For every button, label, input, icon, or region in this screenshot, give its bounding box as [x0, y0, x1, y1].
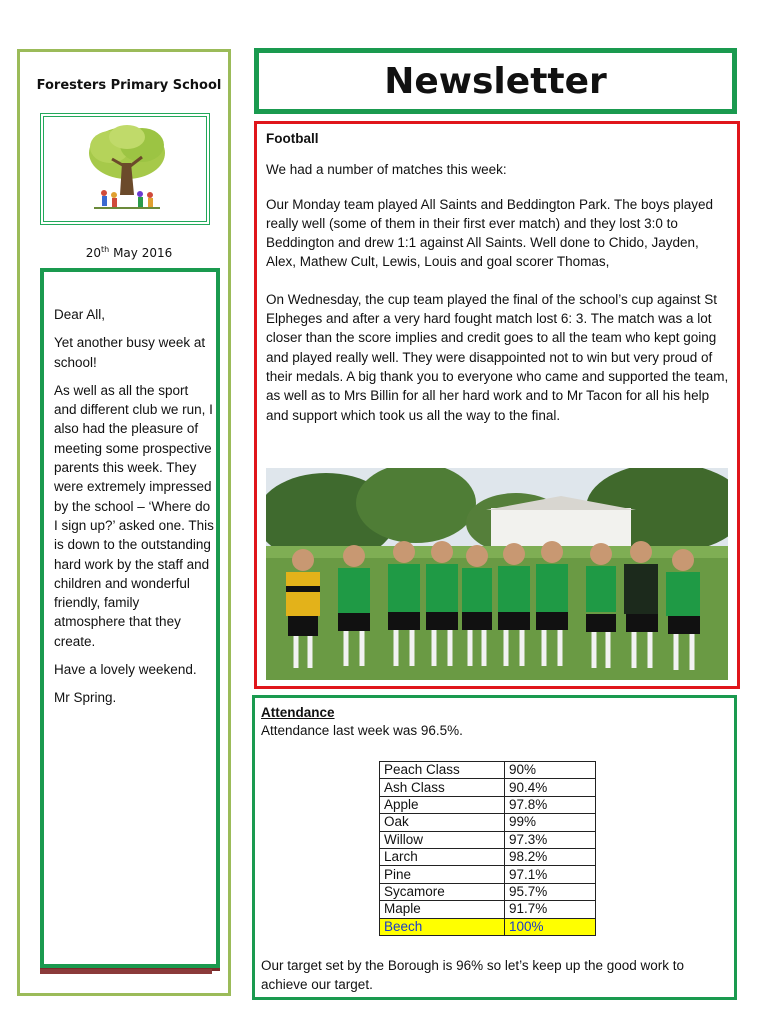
football-monday: Our Monday team played All Saints and Beddington Park. The boys played really well (some of them in their first ever match) and they lost 3:0 to Beddington and drew 1:1 against All Saints. Well done to Chido, Jayden, Alex, Mathew Cult, Lewis, Louis and goal scorer Thomas, [266, 196, 714, 270]
table-row [380, 883, 596, 900]
class-attendance: 99% [505, 814, 596, 831]
date-suffix: th [101, 245, 110, 254]
attendance-heading: Attendance [261, 705, 335, 720]
letter-greeting: Dear All, [54, 307, 106, 322]
letter-paragraph-1: Yet another busy week at school! [54, 335, 206, 370]
headteacher-letter [54, 305, 214, 717]
table-row-highlighted [380, 918, 596, 935]
class-attendance: 97.1% [505, 866, 596, 883]
table-row [380, 779, 596, 796]
letter-paragraph-3: Have a lovely weekend. [54, 662, 197, 678]
school-logo [40, 113, 210, 225]
table-row [380, 848, 596, 865]
class-attendance: 95.7% [505, 883, 596, 900]
newsletter-title: Newsletter [384, 60, 607, 102]
tree-logo-icon [82, 123, 172, 215]
class-name: Ash Class [380, 779, 505, 796]
class-attendance: 90% [505, 762, 596, 779]
class-attendance: 100% [505, 918, 596, 935]
class-attendance: 91.7% [505, 901, 596, 918]
date-day: 20 [85, 246, 102, 260]
class-name: Willow [380, 831, 505, 848]
attendance-summary: Attendance last week was 96.5%. [261, 723, 463, 738]
table-row [380, 901, 596, 918]
school-name: Foresters Primary School [36, 78, 222, 93]
football-intro: We had a number of matches this week: [266, 162, 507, 178]
letter-signoff: Mr Spring. [54, 690, 117, 706]
class-name: Pine [380, 866, 505, 883]
class-name: Maple [380, 901, 505, 918]
attendance-table [379, 761, 596, 936]
class-name: Peach Class [380, 762, 505, 779]
table-row [380, 814, 596, 831]
class-name: Beech [380, 918, 505, 935]
letter-frame-shadow [40, 969, 212, 974]
football-team-photo [266, 468, 728, 680]
class-name: Oak [380, 814, 505, 831]
football-section [266, 129, 731, 435]
table-row [380, 762, 596, 779]
newsletter-title-box [254, 48, 737, 114]
class-attendance: 97.3% [505, 831, 596, 848]
class-name: Sycamore [380, 883, 505, 900]
class-name: Larch [380, 848, 505, 865]
class-attendance: 98.2% [505, 848, 596, 865]
class-attendance: 97.8% [505, 796, 596, 813]
newsletter-date [24, 245, 234, 260]
football-heading: Football [266, 131, 319, 146]
class-name: Apple [380, 796, 505, 813]
table-row [380, 866, 596, 883]
football-wednesday: On Wednesday, the cup team played the final of the school’s cup against St Elpheges and after a very hard fought match lost 6: 3. The match was a lot closer than the score implies and credit goes to all the team who kept going and played really well. They were disappointed not to win but very proud of their medals. A big thank you to everyone who came and supported the team, as well as to Mrs Billin for all her hard work and to Mr Tacon for all his help and support which took us all the way to the final. [266, 291, 729, 423]
class-attendance: 90.4% [505, 779, 596, 796]
date-month-year: May 2016 [109, 246, 173, 260]
attendance-target: Our target set by the Borough is 96% so let’s keep up the good work to achieve our target. [261, 958, 685, 993]
table-row [380, 796, 596, 813]
table-row [380, 831, 596, 848]
letter-paragraph-2: As well as all the sport and different club we run, I also had the pleasure of meeting some prospective parents this week. They were extremely impressed by the school – ‘Where do I sign up?’ asked one. This is down to the outstanding hard work by the staff and children and wonderful friendly, family atmosphere that they create. [54, 382, 214, 649]
